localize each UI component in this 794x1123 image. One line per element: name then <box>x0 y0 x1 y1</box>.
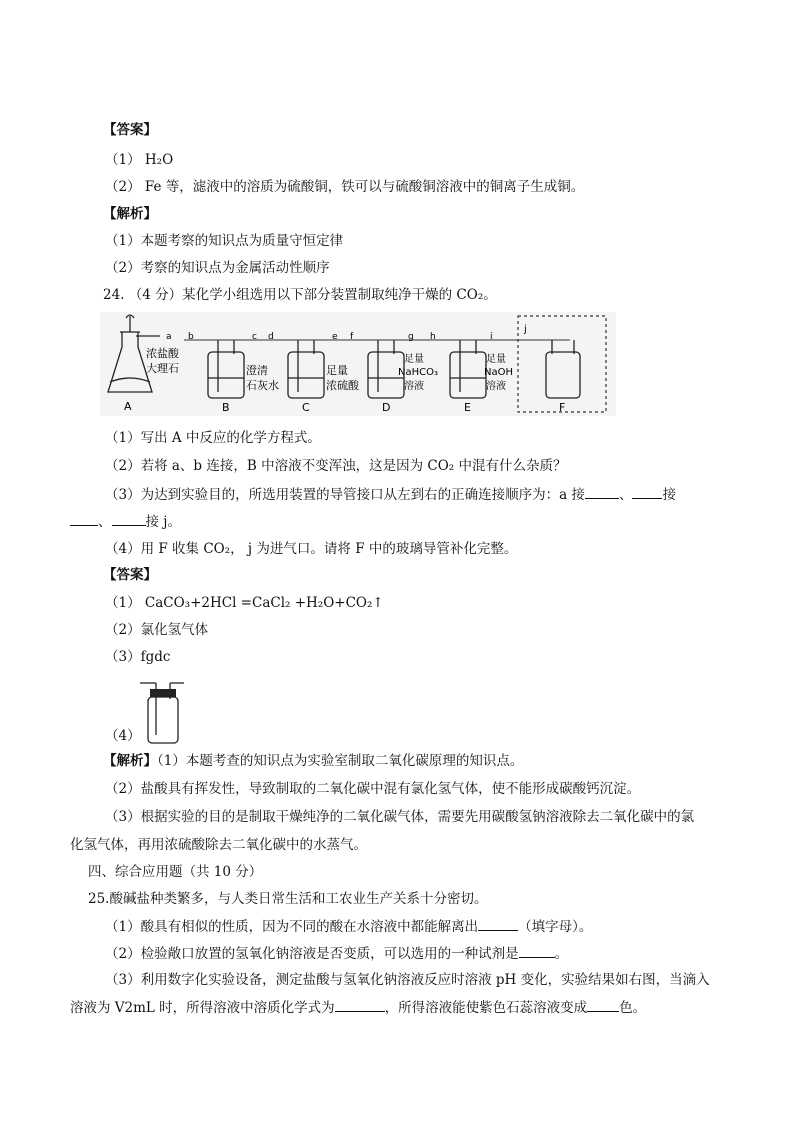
B-text-1: 澄清 <box>246 364 268 377</box>
port-c: c <box>252 332 257 342</box>
q24-1: （1）写出 A 中反应的化学方程式。 <box>105 430 321 446</box>
question-25: 25.酸碱盐种类繁多，与人类日常生活和工农业生产关系十分密切。 <box>88 891 488 907</box>
q25-2: （2）检验敞口放置的氢氧化钠溶液是否变质，可以选用的一种试剂是 。 <box>105 946 569 962</box>
answer-header: 【答案】 <box>103 122 157 138</box>
A-text-1: 浓盐酸 <box>146 347 179 360</box>
D-text-1: 足量 <box>404 354 424 365</box>
E-text-3: 溶液 <box>486 381 506 392</box>
answer4-bottle-figure <box>132 675 202 745</box>
q24-3: （3）为达到实验目的，所选用装置的导管接口从左到右的正确连接顺序为：a 接 、 接 <box>105 487 676 503</box>
C-text-2: 浓硫酸 <box>326 379 359 392</box>
answer2-2: （2）氯化氢气体 <box>105 622 209 638</box>
E-text-2: NaOH <box>484 367 513 378</box>
answer2-4: （4） <box>105 728 141 744</box>
port-i: i <box>490 332 493 342</box>
D-text-2: NaHCO₃ <box>398 367 438 378</box>
q25-3-cont: 溶液为 V2mL 时，所得溶液中溶质化学式为 ，所得溶液能使紫色石蕊溶液变成 色。 <box>70 1000 647 1016</box>
answer-1: （1） H₂O <box>105 152 174 168</box>
port-f: f <box>350 332 354 342</box>
label-B: B <box>222 401 230 414</box>
label-A: A <box>124 400 132 413</box>
port-a: a <box>166 332 172 342</box>
port-b: b <box>188 332 194 342</box>
B-text-2: 石灰水 <box>246 379 279 392</box>
C-text-1: 足量 <box>326 364 348 377</box>
label-F: F <box>559 401 566 414</box>
q24-4: （4）用 F 收集 CO₂， j 为进气口。请将 F 中的玻璃导管补化完整。 <box>105 541 518 557</box>
label-E: E <box>464 401 471 414</box>
A-text-2: 大理石 <box>146 362 179 375</box>
q25-1: （1）酸具有相似的性质，因为不同的酸在水溶液中都能解离出 （填字母）。 <box>105 919 593 935</box>
section-4-title: 四、综合应用题（共 10 分） <box>88 864 263 880</box>
blank-7 <box>335 998 385 1012</box>
blank-6 <box>519 944 555 958</box>
analysis2-header: 【解析】（1）本题考查的知识点为实验室制取二氧化碳原理的知识点。 <box>103 753 524 769</box>
blank-1 <box>585 485 619 499</box>
analysis-header: 【解析】 <box>103 206 157 222</box>
answer2-3: （3）fgdc <box>105 649 171 665</box>
blank-4 <box>112 512 146 526</box>
label-D: D <box>382 401 391 414</box>
q24-2: （2）若将 a、b 连接，B 中溶液不变浑浊，这是因为 CO₂ 中混有什么杂质？ <box>105 458 567 474</box>
D-text-3: 溶液 <box>404 381 424 392</box>
port-h: h <box>430 332 436 342</box>
analysis-1: （1）本题考察的知识点为质量守恒定律 <box>105 233 344 249</box>
port-g: g <box>408 332 414 342</box>
port-d: d <box>268 332 274 342</box>
label-C: C <box>302 401 310 414</box>
analysis2-3-cont: 化氢气体，再用浓硫酸除去二氧化碳中的水蒸气。 <box>70 837 367 853</box>
question-24: 24. （4 分）某化学小组选用以下部分装置制取纯净干燥的 CO₂。 <box>103 287 497 303</box>
answer2-header: 【答案】 <box>103 567 157 583</box>
apparatus-figure <box>100 312 616 416</box>
analysis2-3: （3）根据实验的目的是制取干燥纯净的二氧化碳气体，需要先用碳酸氢钠溶液除去二氧化碳中的氯 <box>105 809 695 825</box>
blank-8 <box>587 998 619 1012</box>
q24-3-cont: 、 接 j。 <box>70 512 181 531</box>
E-text-1: 足量 <box>486 354 506 365</box>
analysis2-2: （2）盐酸具有挥发性，导致制取的二氧化碳中混有氯化氢气体，使不能形成碳酸钙沉淀。 <box>105 781 641 797</box>
blank-5 <box>478 917 518 931</box>
answer2-1: （1） CaCO₃+2HCl =CaCl₂ +H₂O+CO₂↑ <box>105 595 384 611</box>
blank-2 <box>632 485 662 499</box>
port-j: j <box>524 324 527 335</box>
q25-3: （3）利用数字化实验设备，测定盐酸与氢氧化钠溶液反应时溶液 pH 变化，实验结果如右图，当滴入 <box>105 972 710 988</box>
answer-2: （2） Fe 等，滤液中的溶质为硫酸铜，铁可以与硫酸铜溶液中的铜离子生成铜。 <box>105 179 585 195</box>
analysis-2: （2）考察的知识点为金属活动性顺序 <box>105 260 330 276</box>
blank-3 <box>70 512 98 526</box>
port-e: e <box>332 332 338 342</box>
